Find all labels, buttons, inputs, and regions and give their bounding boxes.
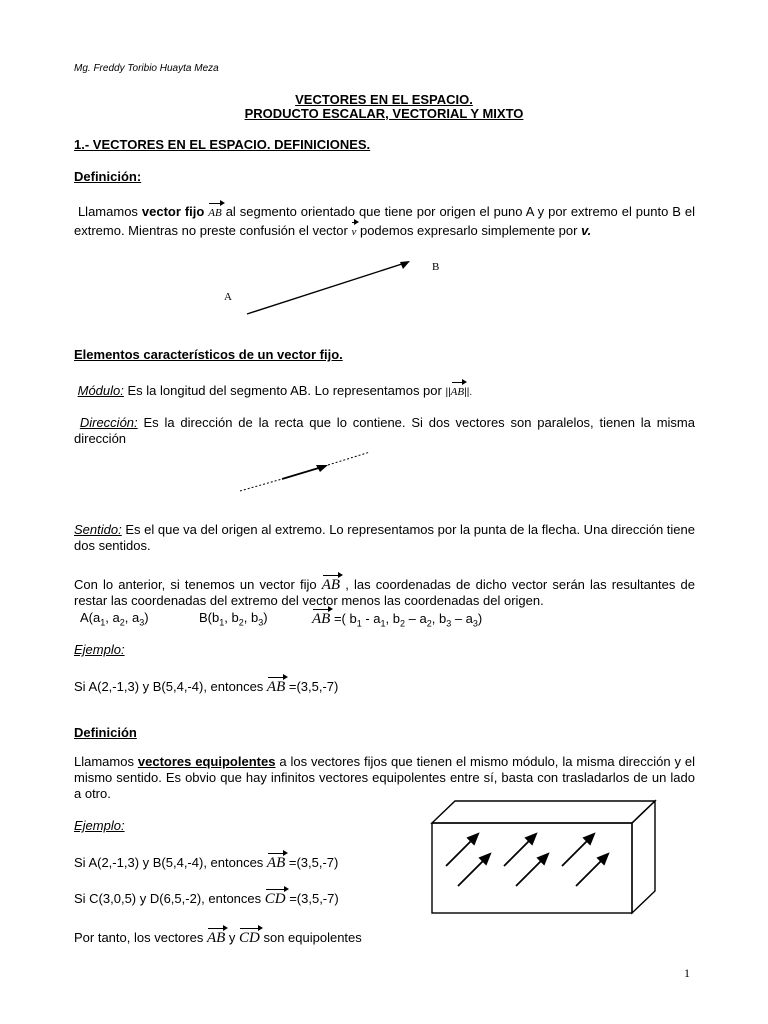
vector-ab-symbol: AB [207, 927, 225, 947]
elements-heading: Elementos característicos de un vector fijo. [74, 347, 343, 362]
point-b-coordinates: $B(b_1$, $b_2$, $b_3$) [199, 610, 268, 628]
vector-ab-symbol: AB [451, 381, 464, 400]
point-a-label: A [224, 291, 232, 303]
document-title-line2: PRODUCTO ESCALAR, VECTORIAL Y MIXTO [244, 106, 524, 121]
example-line: Si A(2,-1,3) y B(5,4,-4), entonces AB =(3,5,-7) [74, 852, 338, 872]
vector-v-symbol: v [351, 221, 356, 240]
vector-cd-symbol: CD [265, 888, 286, 908]
vector-cd-symbol: CD [239, 927, 260, 947]
example-line: Si A(2,-1,3) y B(5,4,-4), entonces AB =(3,5,-7) [74, 676, 338, 696]
definition-heading: Definición: [74, 169, 142, 184]
direction-diagram [236, 448, 376, 496]
section-heading: 1.- VECTORES EN EL ESPACIO. DEFINICIONES. [74, 137, 371, 152]
modulo-term: Módulo: [77, 383, 124, 398]
vector-ab-symbol: AB [312, 608, 330, 628]
equipolent-definition-paragraph: Llamamos vectores equipolentes a los vectores fijos que tienen el mismo módulo, la misma dirección y el mismo sentido. Es obvio que hay infinitos vectores equipolentes entre sí, basta con trasladarlos de un lado a otro. [74, 754, 695, 801]
sentido-paragraph: Sentido: Es el que va del origen al extremo. Lo representamos por la punta de la flecha. Una dirección tiene dos sentidos. [74, 522, 695, 553]
author-name: Mg. Freddy Toribio Huayta Meza [74, 63, 219, 74]
definition-paragraph: Llamamos vector fijo AB al segmento orientado que tiene por origen el puno A y por extremo el punto B el extremo. Mientras no preste confusión el vector v podemos expresarlo simplemente por v. [74, 204, 696, 238]
equipolent-vectors-box [430, 798, 660, 918]
vector-coordinates-formula: AB =( $b_1 - a_1$, $b_2 - a_2$, $b_3 - a_3$) [312, 608, 482, 629]
vector-ab-symbol: AB [322, 574, 340, 593]
direccion-paragraph: Dirección: Es la dirección de la recta que lo contiene. Si dos vectores son paralelos, tienen la misma dirección [74, 415, 695, 446]
vector-ab-symbol: AB [208, 202, 221, 221]
modulo-paragraph: Módulo: Es la longitud del segmento AB. Lo representamos por ||AB||. [77, 383, 473, 398]
example-line: Si C(3,0,5) y D(6,5,-2), entonces CD =(3,5,-7) [74, 888, 339, 908]
direccion-term: Dirección: [79, 415, 138, 430]
example-heading: Ejemplo: [74, 818, 125, 833]
example-heading: Ejemplo: [74, 642, 125, 657]
vector-ab-symbol: AB [267, 852, 285, 872]
document-title-line1: VECTORES EN EL ESPACIO. [295, 92, 473, 107]
point-a-coordinates: $A(a_1$, $a_2$, $a_3$) [80, 610, 149, 628]
vector-ab-symbol: AB [267, 676, 285, 696]
point-b-label: B [432, 261, 440, 273]
definition-heading: Definición [74, 725, 137, 740]
page-number: 1 [684, 966, 690, 980]
conclusion-line: Por tanto, los vectores AB y CD son equipolentes [74, 927, 362, 947]
vector-ab-diagram [240, 255, 420, 320]
sentido-term: Sentido: [74, 522, 122, 537]
coordinates-paragraph: Con lo anterior, si tenemos un vector fijo AB , las coordenadas de dicho vector serán las resultantes de restar las coordenadas del extremo del vector menos las coordenadas del origen. [74, 574, 695, 609]
